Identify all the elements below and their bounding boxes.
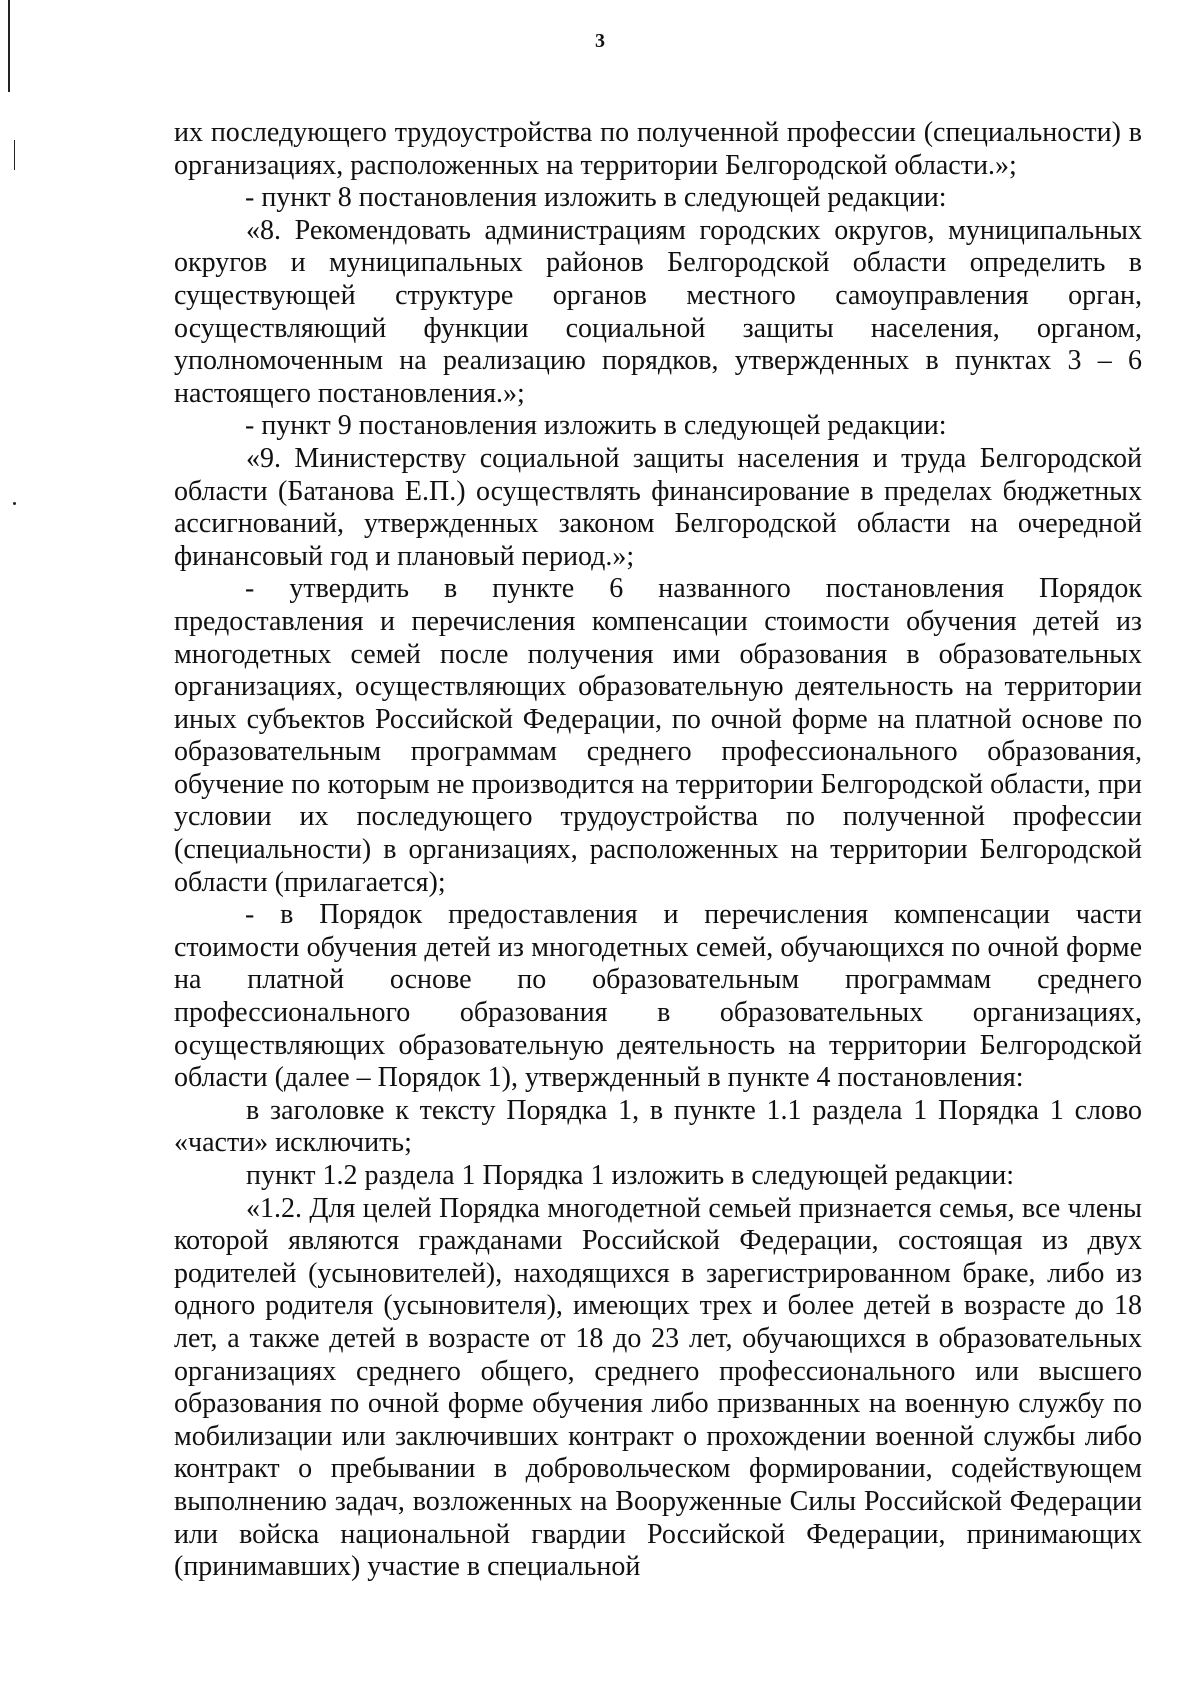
document-body	[174, 117, 1142, 1584]
paragraph: их последующего трудоустройства по полученной профессии (специальности) в организациях, расположенных на территории Белгородской области.»;	[174, 117, 1142, 181]
scan-margin-dot	[13, 502, 16, 505]
paragraph: - в Порядок предоставления и перечисления компенсации части стоимости обучения детей из многодетных семей, обучающихся по очной форме на платной основе по образовательным программам среднего профессионального образования в образовательных организациях, осуществляющих образовательную деятельность на территории Белгородской области (далее – Порядок 1), утвержденный в пункте 4 постановления:	[174, 899, 1142, 1094]
paragraph: пункт 1.2 раздела 1 Порядка 1 изложить в следующей редакции:	[246, 1160, 1014, 1191]
paragraph: - пункт 8 постановления изложить в следующей редакции:	[245, 182, 947, 214]
paragraph: - утвердить в пункте 6 названного постановления Порядок предоставления и перечисления компенсации стоимости обучения детей из многодетных семей после получения ими образования в образовательных организациях, осуществляющих образовательную деятельность на территории иных субъектов Российской Федерации, по очной форме на платной основе по образовательным программам среднего профессионального образования, обучение по которым не производится на территории Белгородской области, при условии их последующего трудоустройства по полученной профессии (специальности) в организациях, расположенных на территории Белгородской области (прилагается);	[174, 573, 1142, 898]
paragraph: - пункт 9 постановления изложить в следующей редакции:	[245, 410, 947, 442]
paragraph: в заголовке к тексту Порядка 1, в пункте 1.1 раздела 1 Порядка 1 слово «части» исключить;	[174, 1094, 1142, 1159]
paragraph: «1.2. Для целей Порядка многодетной семьей признается семья, все члены которой являются гражданами Российской Федерации, состоящая из двух родителей (усыновителей), находящихся в зарегистрированном браке, либо из одного родителя (усыновителя), имеющих трех и более детей в возрасте до 18 лет, а также детей в возрасте от 18 до 23 лет, обучающихся в образовательных организациях среднего общего, среднего профессионального или высшего образования по очной форме обучения либо призванных на военную службу по мобилизации или заключивших контракт о прохождении военной службы либо контракт о пребывании в добровольческом формировании, содействующем выполнению задач, возложенных на Вооруженные Силы Российской Федерации или войска национальной гвардии Российской Федерации, принимающих (принимавших) участие в специальной	[174, 1192, 1142, 1583]
paragraph: «9. Министерству социальной защиты населения и труда Белгородской области (Батанова Е.П.) осуществлять финансирование в пределах бюджетных ассигнований, утвержденных законом Белгородской области на очередной финансовый год и плановый период.»;	[174, 442, 1142, 572]
paragraph: «8. Рекомендовать администрациям городских округов, муниципальных округов и муниципальных районов Белгородской области определить в существующей структуре органов местного самоуправления орган, осуществляющий функции социальной защиты населения, органом, уполномоченным на реализацию порядков, утвержденных в пунктах 3 – 6 настоящего постановления.»;	[174, 214, 1142, 409]
scan-margin-line	[14, 140, 15, 170]
page-number: 3	[595, 30, 605, 52]
